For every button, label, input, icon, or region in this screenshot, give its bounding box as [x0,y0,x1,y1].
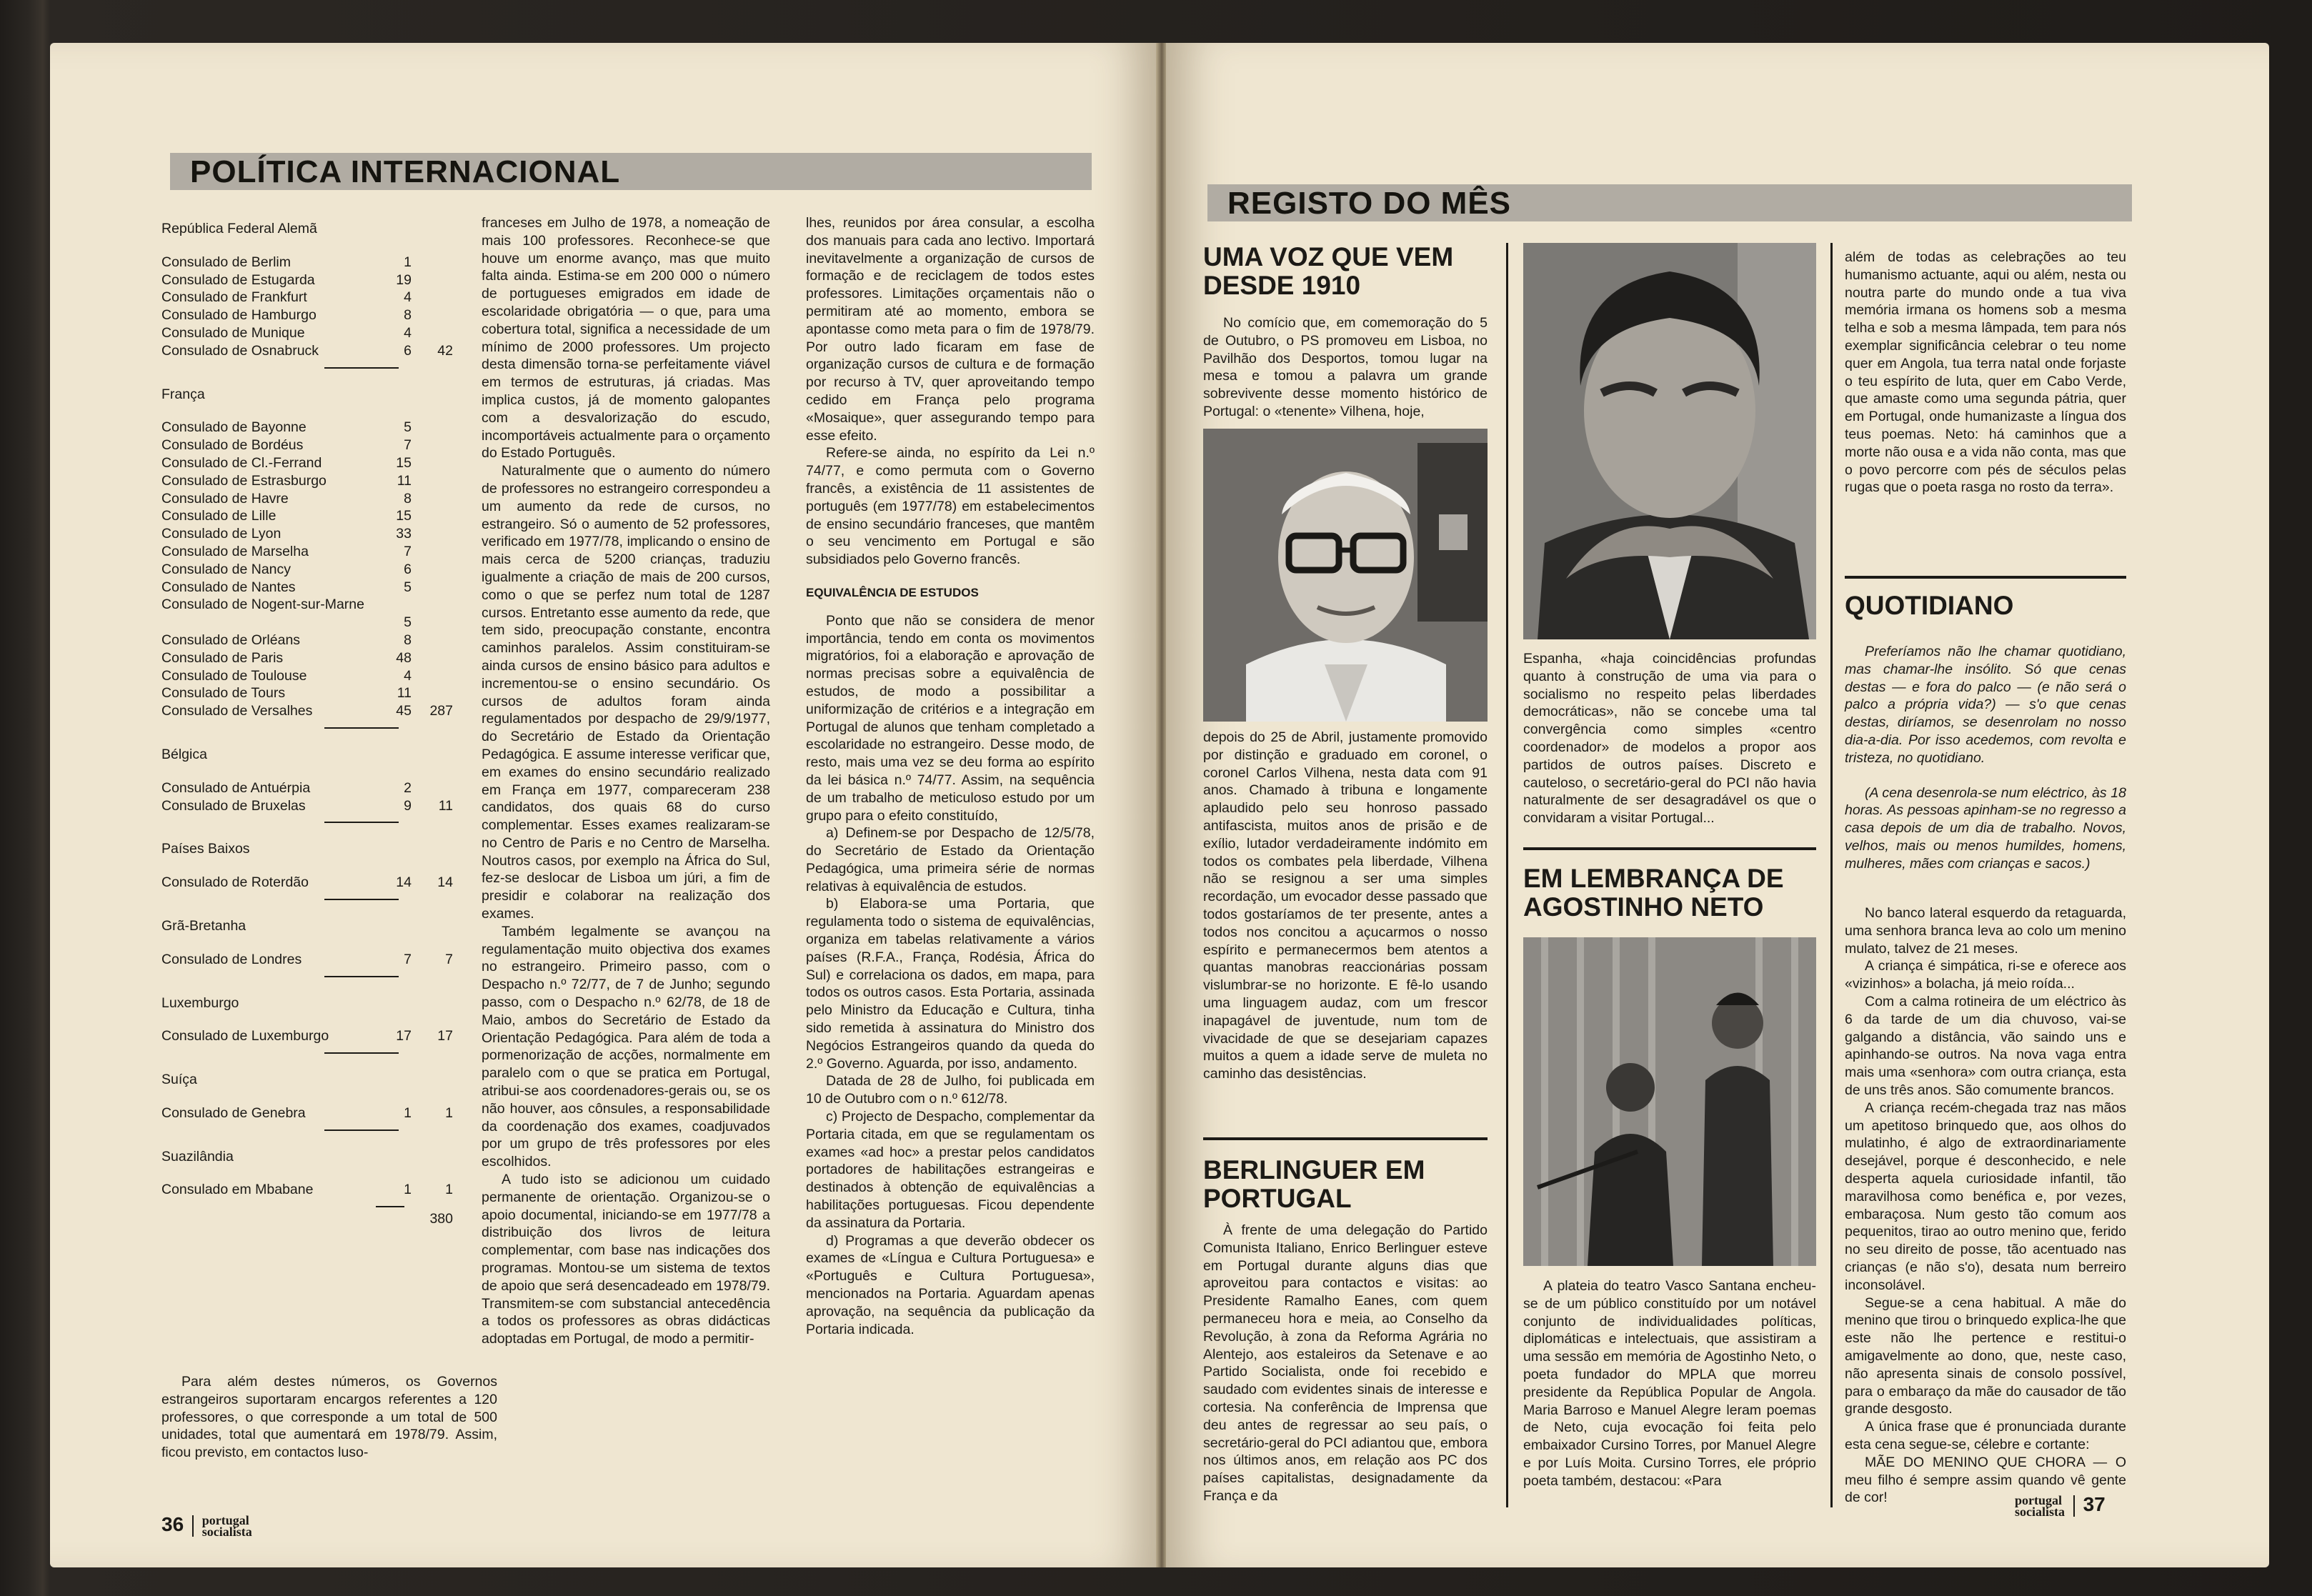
magazine-logo [201,1512,252,1539]
table-row [161,306,497,324]
page-folio [2015,1493,2106,1517]
section-banner [1207,184,2132,221]
article-voz-body [1203,729,1488,1083]
consulate-name: Consulado de Bordéus [161,437,304,454]
table-row [161,1104,497,1122]
teacher-count: 8 [404,307,412,324]
subtotal-rule [324,1052,399,1054]
left-page [50,43,1157,1567]
country-heading: Países Baixos [161,841,250,857]
teacher-count: 1 [404,1182,412,1198]
paragraph: além de todas as celebrações ao teu humanismo actuante, aqui ou além, nesta ou noutra parte do mundo onde a tua viva memória irmana os homens sob a mesma telha e sob a mesma lâmpada, tem para nós exemplar significância celebrar o teu nome quer em Angola, tua terra natal onde forjaste o teu espírito de luta, quer em Cabo Verde, que amaste como uma segunda pátria, quer em Portugal, onde humanizaste a língua dos teus poemas. Neto: há caminhos que a morte não ousa e a vida não conta, mas que o povo percorre com pés de séculos pelas rugas que o poeta rasga no rosto da terra». [1845,249,2126,496]
paragraph: Para além destes números, os Governos estrangeiros suportaram encargos referentes a 120 professores, o que corresponde a um total de 500 unidades, total que aumentará em 1978/79. Assim, ficou previsto, em contactos luso- [161,1374,497,1461]
section-title: REGISTO DO MÊS [1227,186,1512,221]
column-1-text [161,1373,497,1462]
country-heading: Grã-Bretanha [161,917,246,934]
table-row [161,454,497,472]
article-title-voz: UMA VOZ QUE VEM DESDE 1910 [1203,242,1454,300]
photo-berlinguer [1523,243,1816,639]
teacher-count: 45 [396,703,412,719]
country-heading: República Federal Alemã [161,221,317,236]
article-quotidiano-intro [1845,643,2126,873]
consulate-name: Consulado de Toulouse [161,667,307,684]
teacher-count: 7 [404,543,412,559]
grand-total: 380 [429,1211,453,1227]
consulate-name: Consulado de Estugarda [161,271,315,288]
page-number: 36 [161,1513,184,1535]
country-total: 14 [437,874,453,891]
article-neto-body [1523,1277,1816,1490]
paragraph: Refere-se ainda, no espírito da Lei n.º 74/77, e como permuta com o Governo francês, a existência de 11 assistentes de português (em 1977/78) em estabelecimentos de ensino secundário franceses, que mantêm o seu vencimento em Portugal e são subsidiados pelo Governo francês. [806,445,1095,568]
consulate-name: Consulado de Hamburgo [161,307,317,324]
paragraph: No banco lateral esquerdo da retaguarda, uma senhora branca leva ao colo um menino mulato, talvez de 21 meses. [1845,905,2126,957]
table-row [161,490,497,508]
table-row [161,614,497,632]
table-row [161,951,497,969]
table-row [161,779,497,797]
paragraph: A tudo isto se adicionou um cuidado permanente de orientação. Organizou-se o apoio documental, iniciando-se em 1977/78 a distribuição dos livros de leitura complementar, com base nas indicações dos programas. Montou-se um sistema de textos de apoio que será desencadeado em 1978/79. Transmitem-se com substancial antecedência a todos os professores as obras didácticas adoptadas em Portugal, de modo a permitir- [482,1172,770,1347]
table-row [161,254,497,271]
table-row [161,543,497,561]
teacher-count: 9 [404,797,412,814]
paragraph: No comício que, em comemoração do 5 de Outubro, o PS promoveu em Lisboa, no Pavilhão dos Desportos, tomou lugar na mesa e tomou a palavra um grande sobrevivente desse momento histórico de Portugal: o «tenente» Vilhena, hoje, [1203,315,1488,419]
table-row [161,271,497,289]
article-berlinguer-continued [1523,650,1816,827]
consulate-name: Consulado em Mbabane [161,1182,314,1198]
subtotal-rule [324,822,399,823]
subtotal-rule [324,1129,399,1131]
paragraph: depois do 25 de Abril, justamente promovido por distinção e graduado em coronel, o coronel Carlos Vilhena, nesta data com 91 anos. Chamado à tribuna e longamente aplaudido pelo seu honroso passado antifascista, muitos anos de prisão e de exílio, lutador verdadeiramente indómito em todos os combates pela liberdade, Vilhena não se resignou a ser uma simples recordação, um evocador desse passado que todos gostaríamos de ter presente, antes a todos nos concitou a açucarmos o nosso espírito e permanecermos bem atentos a quantas manobras reaccionárias possam vislumbrar-se no horizonte. E fê-lo usando uma linguagem audaz, com um frescor inapagável de juventude, num tom de vivacidade de que se desejariam capazes muitos a quem a idade serve de muleta no caminho das desistências. [1203,729,1488,1082]
consulate-name: Consulado de Bruxelas [161,797,306,814]
consulate-name: Consulado de Cl.-Ferrand [161,454,322,471]
table-row [161,684,497,702]
table-row [161,472,497,490]
logo-line-1: portugal [201,1512,249,1527]
article-divider [1203,1137,1488,1140]
right-page [1166,43,2269,1567]
consulate-name: Consulado de Bayonne [161,419,307,436]
teacher-count: 4 [404,289,412,306]
table-row [161,596,497,614]
logo-line-2: socialista [2015,1504,2065,1519]
table-row [161,437,497,454]
teacher-count: 6 [404,561,412,577]
teacher-count: 19 [396,271,412,288]
folio-divider [2073,1495,2075,1517]
table-row [161,561,497,579]
paragraph: b) Elabora-se uma Portaria, que regulamenta todo o sistema de equivalências, organiza em tabelas relativamente a vários países (R.F.A., França, Rodésia, África do Sul) e correlaciona os dados, em mapa, para todos os outros casos. Esta Portaria, assinada pelo Ministro da Educação e Cultura, tinha sido remetida à assinatura do Ministro dos Negócios Estrangeiros quando da queda do 2.º Governo. Aguarda, por isso, andamento. [806,896,1095,1072]
consulate-name: Consulado de Frankfurt [161,289,307,306]
teacher-count: 11 [397,472,412,489]
teacher-count: 11 [397,685,412,702]
article-title-neto: EM LEMBRANÇA DE AGOSTINHO NETO [1523,864,1784,922]
consulate-name: Consulado de Paris [161,649,284,666]
consulate-name: Consulado de Havre [161,490,289,507]
table-row [161,632,497,649]
country-total: 1 [445,1182,453,1198]
subtotal-rule [324,727,399,729]
teacher-count: 2 [404,779,412,796]
table-row [161,419,497,437]
teacher-count: 48 [396,649,412,666]
country-total: 42 [437,342,453,359]
country-heading: Suíça [161,1072,197,1088]
magazine-logo [2015,1492,2065,1519]
column-2-text [482,214,770,1348]
table-row [161,324,497,342]
paragraph: franceses em Julho de 1978, a nomeação de mais 100 professores. Reconhece-se que houve um enorme avanço, mas que muito falta ainda. Estima-se em 200 000 o número de portugueses emigrados em idade de escolaridade obrigatória — o que, para uma cobertura total, significa a necessidade de um mínimo de 2000 professores. Um projecto desta dimensão torna-se perfeitamente viável em termos de estruturas, já criadas. Mas implica custos, já de momento galopantes com a desvalorização do escudo, incomportáveis actualmente para o orçamento do Estado Português. [482,215,770,462]
consulate-name: Consulado de Antuérpia [161,779,311,796]
section-title: POLÍTICA INTERNACIONAL [190,154,621,189]
country-heading: França [161,386,205,402]
consulate-table [161,220,497,1228]
table-row [161,1027,497,1045]
table-row [161,667,497,685]
paragraph: A plateia do teatro Vasco Santana encheu-se de um público constituído por um notável conjunto de individualidades políticas, diplomáticas e intelectuais, que assistiram a uma sessão em memória de Agostinho Neto, o poeta fundador do MPLA que morreu presidente da República Popular de Angola. Maria Barroso e Manuel Alegre leram poemas de Neto, cuja evocação foi feita pelo embaixador Cursino Torres, por Manuel Alegre e por Luís Moita. Cursino Torres, ele próprio poeta também, destacou: «Para [1523,1278,1816,1489]
consulate-name: Consulado de Nogent-sur-Marne [161,597,364,613]
teacher-count: 5 [404,579,412,595]
consulate-name: Consulado de Versalhes [161,703,313,719]
column-3-text [806,214,1095,1338]
consulate-name: Consulado de Genebra [161,1104,306,1121]
consulate-name: Consulado de Osnabruck [161,342,319,359]
table-row [161,507,497,525]
table-row [161,342,497,360]
teacher-count: 33 [396,526,412,542]
article-title-berlinguer: BERLINGUER EM PORTUGAL [1203,1155,1425,1213]
paragraph: Espanha, «haja coincidências profundas quanto à construção de uma via para o socialismo no respeito pelas liberdades democráticas», não se concebe uma tal convergência como simples «centro coordenador» de modelos a propor aos partidos de outros países. Discreto e cauteloso, o secretário-geral do PCI não havia naturalmente de ser desagradável os que o convidaram a visitar Portugal... [1523,651,1816,827]
table-row [161,1181,497,1199]
article-quotidiano-body [1845,904,2126,1507]
table-row [161,702,497,720]
subtotal-rule [324,976,399,977]
article-divider [1845,576,2126,579]
teacher-count: 6 [404,342,412,359]
table-row [161,874,497,892]
paragraph: A criança é simpática, ri-se e oferece aos «vizinhos» a bolacha, já meio roída... [1845,958,2126,992]
consulate-name: Consulado de Roterdão [161,874,309,891]
paragraph: Segue-se a cena habitual. A mãe do menino que tirou o brinquedo explica-lhe que este não lhe pertence e restitui-o amigavelmente ao dono, que, neste caso, não apresenta sinais de consolo possível, para o embaraço da mãe do causador de tão grande desgosto. [1845,1295,2126,1417]
country-total: 287 [429,703,453,719]
paragraph: c) Projecto de Despacho, complementar da Portaria citada, em que se regulamentam os exames «ad hoc» a prestar pelos candidatos portadores de habilitações estrangeiras e destinados à obtenção de equivalências a habilitações portuguesas. Ficou dependente da assinatura da Portaria. [806,1109,1095,1231]
teacher-count: 8 [404,632,412,648]
teacher-count: 1 [404,1104,412,1121]
consulate-name: Consulado de Lyon [161,526,281,542]
page-folio [161,1513,252,1537]
article-divider [1523,847,1816,850]
paragraph: À frente de uma delegação do Partido Comunista Italiano, Enrico Berlinguer esteve em Portugal durante alguns dias que aproveitou para contactos e visitas: ao Presidente Ramalho Eanes, com quem permaneceu hora e meia, ao Conselho da Revolução, à zona da Reforma Agrária no Alentejo, aos estaleiros da Setenave e ao Partido Socialista, onde foi recebido e saudado com evidentes sinais de interesse e cortesia. Na conferência de Imprensa que deu antes de regressar ao seu país, o secretário-geral do PCI adiantou que, embora nos últimos anos, em relação aos PC dos países capitalistas, designadamente da França e da [1203,1222,1488,1504]
paragraph: lhes, reunidos por área consular, a escolha dos manuais para cada ano lectivo. Importará inevitavelmente a organização de cursos de formação e de reciclagem de todos estes professores. Limitações orçamentais não o permitiram até ao momento, embora se apontasse como meta para o fim de 1978/79. Por outro lado ficaram em fase de organização cursos de cultura e de formação por recurso à TV, quer aproveitando tempo cedido em França pelo programa «Mosaique», quer assegurando tempo para esse efeito. [806,215,1095,444]
paragraph: A única frase que é pronunciada durante esta cena segue-se, célebre e cortante: [1845,1419,2126,1452]
table-row [161,289,497,306]
teacher-count: 8 [404,490,412,507]
consulate-name: Consulado de Berlim [161,254,292,270]
country-heading: Suazilândia [161,1148,234,1164]
column-rule [1506,243,1508,1507]
column-rule [1830,243,1833,1507]
country-heading: Luxemburgo [161,994,239,1011]
teacher-count: 7 [404,951,412,967]
table-row [161,525,497,543]
teacher-count: 1 [404,254,412,270]
logo-line-2: socialista [201,1524,252,1539]
paragraph: d) Programas a que deverão obdecer os exames de «Língua e Cultura Portuguesa» e «Português e Cultura Portuguesa», mencionados na Portaria. Aguardam apenas aprovação, na sequência da publicação da Portaria indicada. [806,1232,1095,1337]
subtotal-rule [324,367,399,369]
country-total: 17 [437,1028,453,1044]
logo-line-1: portugal [2015,1492,2063,1507]
country-heading: Bélgica [161,746,207,762]
folio-divider [192,1515,194,1537]
paragraph: Datada de 28 de Julho, foi publicada em 10 de Outubro com o n.º 612/78. [806,1073,1095,1107]
article-title-quotidiano: QUOTIDIANO [1845,591,2014,620]
teacher-count: 5 [404,419,412,436]
article-berlinguer-body [1203,1222,1488,1505]
teacher-count: 5 [404,614,412,631]
subheading: EQUIVALÊNCIA DE ESTUDOS [806,585,979,599]
subtotal-rule [376,1206,404,1207]
teacher-count: 7 [404,437,412,454]
article-neto-quote [1845,249,2126,497]
paragraph: Preferíamos não lhe chamar quotidiano, mas chamar-lhe insólito. Só que cenas destas — e fora do palco — (e não será o palco a própria vida?) — s'o que cenas destas, diríamos, se desenrolam no nosso dia-a-dia. Por isso acedemos, com revolta e tristeza, no quotidiano. [1845,644,2126,766]
paragraph: A criança recém-chegada traz nas mãos um apetitoso brinquedo que, aos olhos do mulatinho, é algo de extraordinariamente desejável, porque é desconhecido, e nele desperta aquela curiosidade infantil, tão maravilhosa como benéfica e, por vezes, embaraçosa. Num gesto tão comum aos pequenitos, tirao ao outro menino que, ferido no seu direito de posse, tão acentuado nas crianças (e não s'o), desata num berreiro inconsolável. [1845,1099,2126,1293]
section-banner [170,153,1092,190]
consulate-name: Consulado de Estrasburgo [161,472,327,489]
consulate-name: Consulado de Tours [161,685,286,702]
article-voz-intro [1203,314,1488,421]
table-row [161,649,497,667]
teacher-count: 15 [396,454,412,471]
photo-neto-session [1523,937,1816,1266]
consulate-name: Consulado de Munique [161,324,305,341]
teacher-count: 14 [396,874,412,891]
teacher-count: 4 [404,667,412,684]
paragraph: Com a calma rotineira de um eléctrico às 6 da tarde de um dia chuvoso, vai-se galgando a distância, vão saindo uns e apinhando-se outros. Na nova vaga entra mais uma «senhora» com outra criança, esta de uns três anos. São comumente brancos. [1845,993,2126,1098]
consulate-name: Consulado de Marselha [161,543,309,559]
table-row [161,579,497,597]
paragraph: Naturalmente que o aumento do número de professores no estrangeiro correspondeu a um aumento da rede de cursos, no estrangeiro. Só o aumento de 52 professores, verificado em 1977/78, implicando o ensino de mais cerca de 5200 crianças, traduziu igualmente a criação de mais de 200 cursos, como o que se perfez num total de 1287 cursos. Entretanto esse aumento da rede, que tem sido, preocupação constante, encontra caminhos paralelos. Assim constituiram-se ainda cursos de ensino básico para adultos e incrementou-se o ensino secundário. Os cursos de adultos foram ainda regulamentados por despacho de 29/9/1977, do Secretário de Estado da Orientação Pedagógica. E assume interesse verificar que, em exames do ensino secundário realizado em França em 1977, compareceram 238 candidatos, dos quais 68 do curso complementar. Esses exames realizaram-se no Centro de Paris e no Centro de Marselha. Noutros casos, por exemplo na África do Sul, fez-se deslocar de Lisboa um júri, a fim de presidir e colaborar na realização dos exames. [482,463,770,922]
country-total: 1 [445,1104,453,1121]
grand-total-row [161,1210,497,1228]
consulate-name: Consulado de Nantes [161,579,296,595]
country-total: 11 [438,797,453,814]
teacher-count: 4 [404,324,412,341]
teacher-count: 15 [396,508,412,524]
consulate-name: Consulado de Lille [161,508,276,524]
consulate-name: Consulado de Nancy [161,561,292,577]
paragraph: Ponto que não se considera de menor importância, tendo em conta os movimentos migratórios, foi a elaboração e aprovação de normas precisas sobre a equivalência de estudos, de modo a possibilitar a uniformização de critérios e a integração em Portugal de alunos que tenham completado a escolaridade no estrangeiro. Desse modo, de resto, mais uma vez se deu forma ao espírito da lei básica n.º 74/77. Assim, na sequência de um trabalho de meticuloso estudo por um grupo para o efeito constituído, [806,612,1095,824]
paragraph: MÃE DO MENINO QUE CHORA — O meu filho é sempre assim quando vê gente de cor! [1845,1454,2126,1506]
consulate-name: Consulado de Luxemburgo [161,1028,329,1044]
consulate-name: Consulado de Orléans [161,632,301,648]
photo-vilhena [1203,429,1488,722]
country-total: 7 [445,951,453,967]
table-row [161,797,497,815]
paragraph: (A cena desenrola-se num eléctrico, às 18 horas. As pessoas apinham-se no regresso a casa depois de um dia de trabalho. Novos, velhos, mais ou menos humildes, homens, mulheres, mães com crianças e sacos.) [1845,784,2126,872]
paragraph: Também legalmente se avançou na regulamentação muito objectiva dos exames no estrangeiro. Primeiro passo, com o Despacho n.º 72/77, de 7 de Junho; segundo passo, com o Despacho n.º 62/78, de 18 de Maio, ambos do Secretário de Estado da Orientação Pedagógica. Para além de toda a pormenorização de acções, normalmente em paralelo com o que se pratica em Portugal, atribui-se aos coordenadores-gerais ou, se os não houver, aos cônsules, a responsabilidade da coordenação dos exames, coadjuvados por um grupo de três professores por eles escolhidos. [482,923,770,1170]
teacher-count: 17 [396,1028,412,1044]
consulate-name: Consulado de Londres [161,951,302,967]
paragraph: a) Definem-se por Despacho de 12/5/78, do Secretário de Estado da Orientação Pedagógica, uma primeira série de normas relativas à equivalência de estudos. [806,825,1095,894]
page-number: 37 [2083,1493,2106,1515]
subtotal-rule [324,899,399,900]
